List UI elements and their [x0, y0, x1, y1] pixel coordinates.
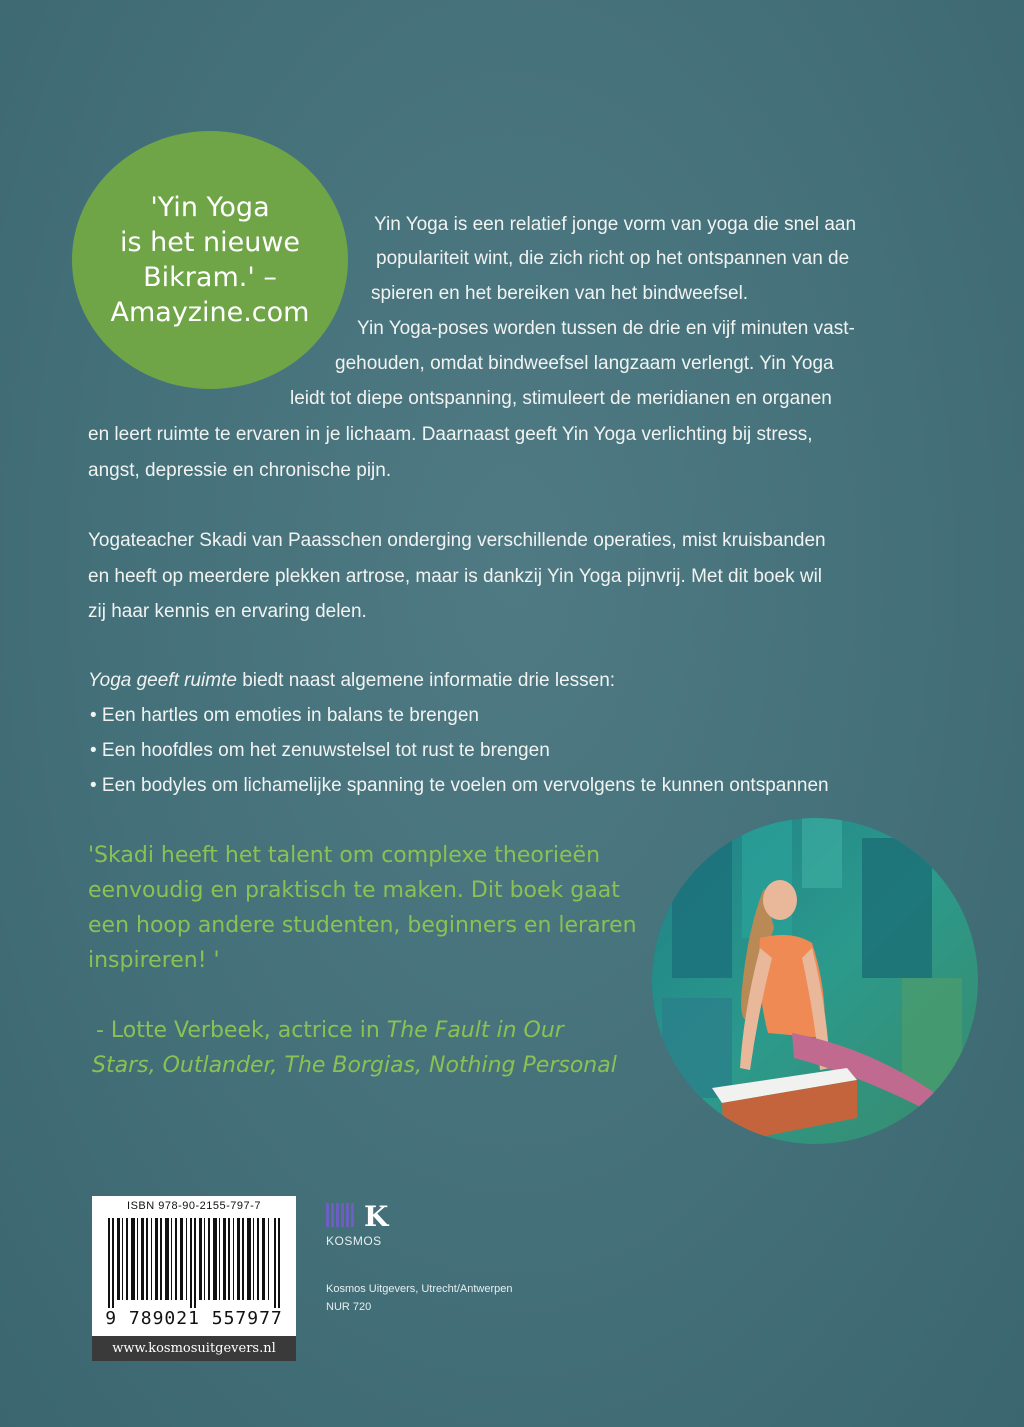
review-attribution [92, 1052, 617, 1080]
badge-line: is het nieuwe [119, 227, 301, 258]
review-line: eenvoudig en praktisch te maken. Dit boek gaat [88, 878, 620, 903]
review-line: 'Skadi heeft het talent om complexe theorieën [88, 843, 601, 868]
intro-line: gehouden, omdat bindweefsel langzaam verlengt. Yin Yoga [335, 353, 834, 374]
publisher-imprint: Kosmos Uitgevers, Utrecht/Antwerpen [326, 1283, 513, 1295]
isbn-number: ISBN 978-90-2155-797-7 [127, 1200, 261, 1212]
attribution-titles: Stars, Outlander, The Borgias, Nothing Personal [92, 1053, 617, 1078]
intro-line: spieren en het bereiken van het bindweefsel. [371, 283, 749, 304]
barcode-bars [108, 1218, 280, 1308]
lesson-bullet: • Een hoofdles om het zenuwstelsel tot rust te brengen [90, 740, 550, 761]
quote-badge [72, 131, 348, 389]
intro-line: populariteit wint, die zich richt op het ontspannen van de [376, 248, 850, 269]
book-title: Yoga geeft ruimte [88, 670, 237, 691]
attribution-title: The Fault in Our [386, 1018, 564, 1043]
intro-line: en leert ruimte te ervaren in je lichaam. Daarnaast geeft Yin Yoga verlichting bij stress, [88, 424, 813, 445]
yoga-photo [652, 818, 978, 1144]
ean-digits: 9 789021 557977 [105, 1308, 283, 1329]
lessons-intro [88, 669, 615, 693]
review-line: inspireren! ' [88, 948, 220, 973]
author-line: Yogateacher Skadi van Paasschen onderging verschillende operaties, mist kruisbanden [88, 530, 826, 551]
publisher-name: KOSMOS [326, 1234, 382, 1248]
review-attribution [96, 1017, 564, 1045]
lessons-intro-text: biedt naast algemene informatie drie lessen: [236, 670, 616, 691]
lesson-bullet: • Een hartles om emoties in balans te brengen [90, 705, 479, 726]
review-line: een hoop andere studenten, beginners en leraren [88, 913, 637, 938]
yoga-illustration [652, 818, 978, 1144]
lesson-bullet: • Een bodyles om lichamelijke spanning te voelen om vervolgens te kunnen ontspannen [90, 775, 829, 796]
intro-line: leidt tot diepe ontspanning, stimuleert de meridianen en organen [290, 388, 832, 409]
badge-line: 'Yin Yoga [150, 192, 270, 223]
author-line: zij haar kennis en ervaring delen. [88, 601, 367, 622]
logo-letter: K [364, 1200, 389, 1233]
intro-line: Yin Yoga is een relatief jonge vorm van yoga die snel aan [374, 214, 857, 235]
publisher-url: www.kosmosuitgevers.nl [92, 1336, 296, 1361]
barcode-label [92, 1196, 296, 1361]
badge-line: Amayzine.com [110, 297, 310, 328]
nur-code: NUR 720 [326, 1301, 372, 1313]
badge-line: Bikram.' – [143, 262, 277, 293]
intro-line: Yin Yoga-poses worden tussen de drie en vijf minuten vast- [357, 318, 855, 339]
author-line: en heeft op meerdere plekken artrose, maar is dankzij Yin Yoga pijnvrij. Met dit boek wil [88, 566, 823, 587]
intro-line: angst, depressie en chronische pijn. [88, 460, 392, 481]
attribution-prefix: - Lotte Verbeek, actrice in [96, 1018, 387, 1043]
